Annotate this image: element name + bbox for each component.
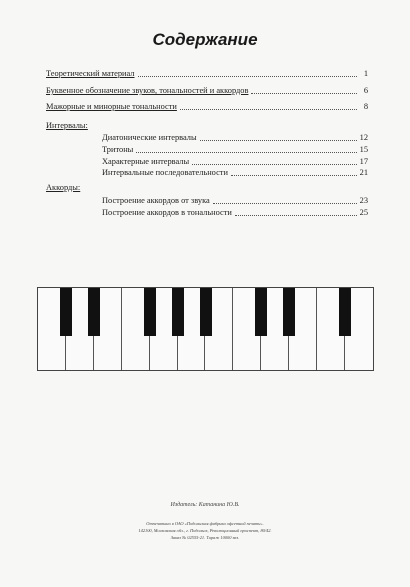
toc-leader-dots [138, 76, 358, 77]
toc-page-number: 23 [359, 196, 368, 205]
toc-page-number: 21 [359, 168, 368, 177]
toc-entry-keys[interactable] [46, 102, 368, 112]
toc-entry-label: Теоретический материал [46, 69, 135, 78]
piano-black-key [60, 288, 72, 336]
toc-entry-label: Диатонические интервалы [102, 133, 197, 142]
toc-entry-characteristic-intervals[interactable] [102, 157, 368, 167]
toc-entry-label: Характерные интервалы [102, 157, 190, 166]
toc-leader-dots [213, 203, 357, 204]
piano-black-key [144, 288, 156, 336]
piano-black-key [283, 288, 295, 336]
imprint-publisher: Издатель: Катанина Ю.В. [170, 502, 240, 508]
toc-page-number: 12 [359, 133, 368, 142]
toc-entry-label: Тритоны [102, 145, 134, 154]
toc-entry-diatonic-intervals[interactable] [102, 133, 368, 143]
page-title: Содержание [152, 30, 258, 49]
imprint-address: 142100, Московская обл., г. Подольск, Революционный проспект, 80/42. [138, 528, 272, 533]
toc-entry-label: Мажорные и минорные тональности [46, 102, 177, 111]
toc-leader-dots [235, 215, 357, 216]
imprint-order: Заказ № 02555-21. Тираж 10000 экз. [170, 535, 240, 540]
toc-entry-label: Интервальные последовательности [102, 168, 228, 177]
toc-leader-dots [231, 175, 357, 176]
toc-entry-chords-from-note[interactable] [102, 196, 368, 206]
imprint-printer: Отпечатано в ОАО «Подольская фабрика офсетной печати». [146, 521, 264, 526]
toc-entry-label: Построение аккордов от звука [102, 196, 210, 205]
toc-leader-dots [136, 152, 356, 153]
piano-black-key [172, 288, 184, 336]
toc-leader-dots [180, 109, 357, 110]
toc-entry-theory[interactable] [46, 69, 368, 79]
toc-page-number: 15 [359, 145, 368, 154]
piano-black-key [200, 288, 212, 336]
toc-entry-label: Построение аккордов в тональности [102, 208, 232, 217]
toc-entry-tritones[interactable] [102, 145, 368, 155]
toc-page-number: 1 [363, 69, 368, 78]
toc-entry-chords-in-key[interactable] [102, 208, 368, 218]
piano-black-key [339, 288, 351, 336]
toc-leader-dots [251, 93, 357, 94]
toc-page-number: 8 [363, 102, 368, 111]
piano-black-key [88, 288, 100, 336]
toc-entry-letter-notation[interactable] [46, 86, 368, 96]
toc-leader-dots [200, 140, 357, 141]
toc-leader-dots [192, 164, 357, 165]
toc-page-number: 17 [359, 157, 368, 166]
toc-page-number: 6 [363, 86, 368, 95]
piano-black-key [255, 288, 267, 336]
piano-keyboard-illustration [37, 287, 374, 371]
toc-entry-interval-sequences[interactable] [102, 168, 368, 178]
toc-entry-label: Буквенное обозначение звуков, тональностей и аккордов [46, 86, 249, 95]
section-heading-intervals: Интервалы: [46, 121, 88, 130]
section-heading-chords: Аккорды: [46, 183, 81, 192]
toc-page-number: 25 [359, 208, 368, 217]
